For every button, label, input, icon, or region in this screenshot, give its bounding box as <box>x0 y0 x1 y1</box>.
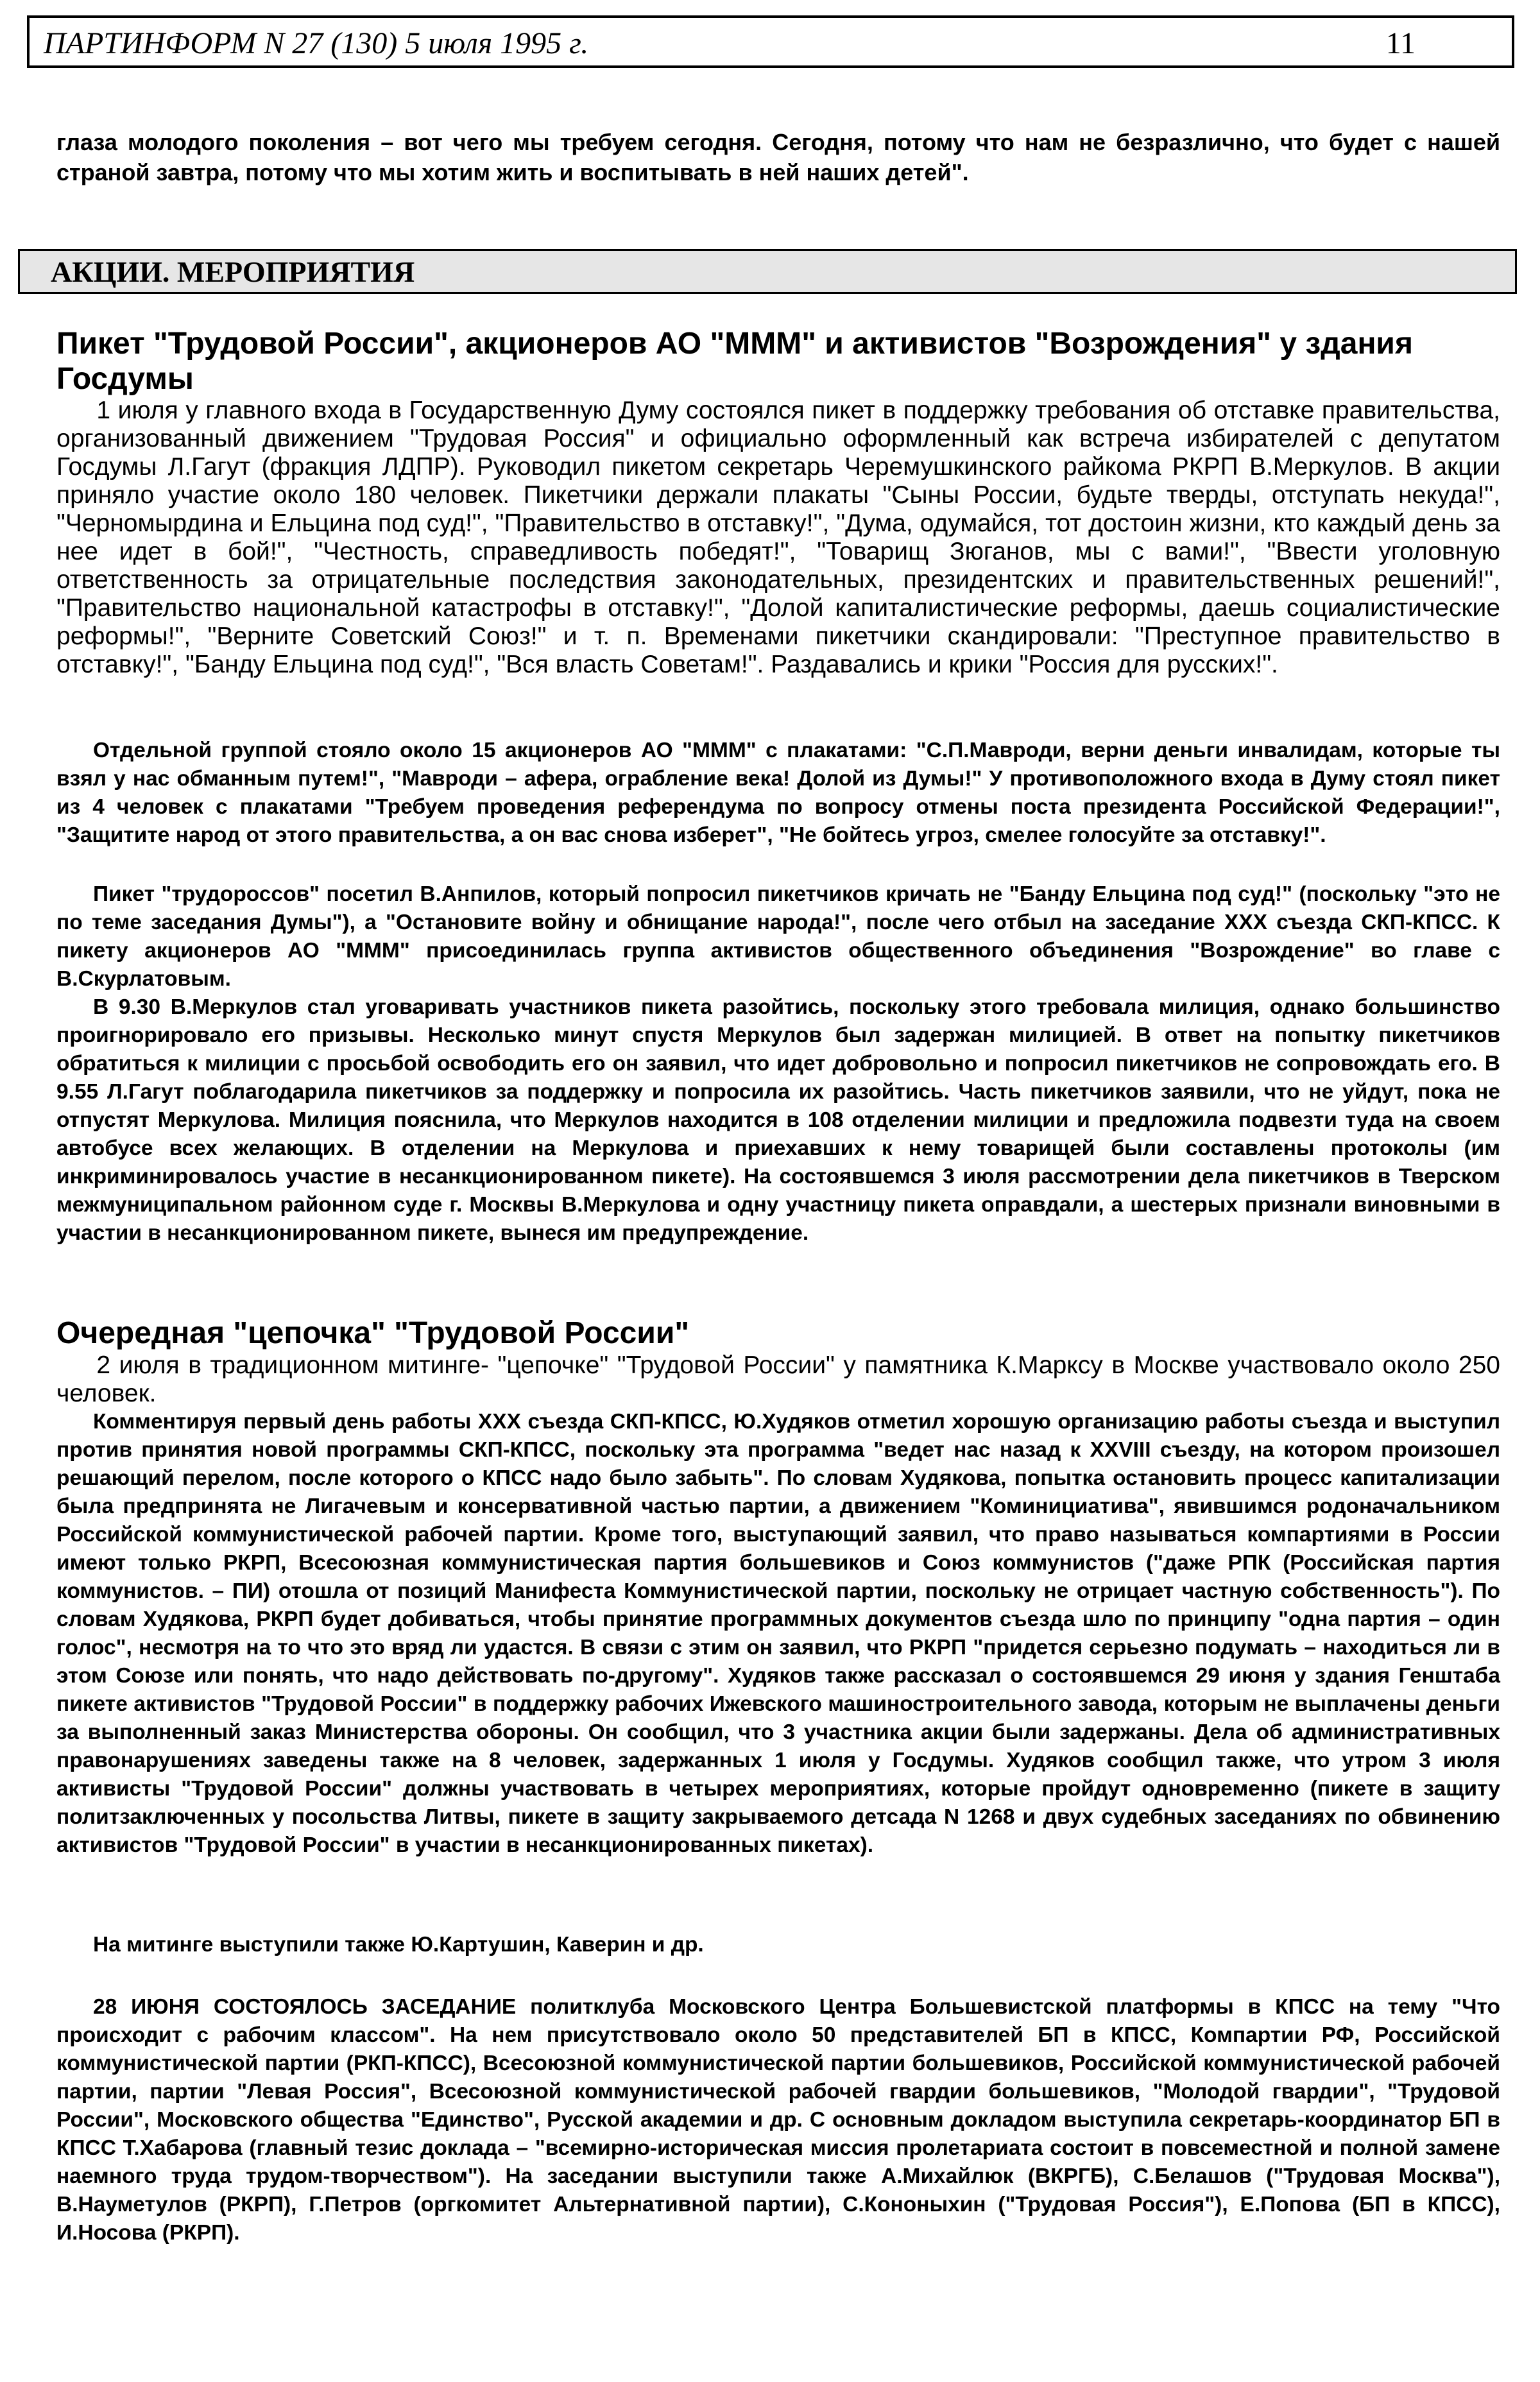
news-brief <box>56 1993 1500 2247</box>
publication-title: ПАРТИНФОРМ N 27 (130) 5 июля 1995 г. <box>44 26 589 60</box>
brief-text: политклуба Московского Центра Большевистской платформы в КПСС на тему "Что происходит с рабочим классом". На нем присутствовало около 50 представителей БП в КПСС, Компартии РФ, Российской коммунистической партии (РКП-КПСС), Всесоюзной коммунистической партии большевиков, Российской коммунистической рабочей партии, партии "Левая Россия", Всесоюзной коммунистической рабочей гвардии большевиков, "Молодой гвардии", "Трудовой России", Московского общества "Единство", Русской академии и др. С основным докладом выступила секретарь-координатор БП в КПСС Т.Хабарова (главный тезис доклада – "всемирно-историческая миссия пролетариата состоит в повсеместной и полной замене наемного труда трудом-творчеством"). На заседании выступили также А.Михайлюк (ВКРГБ), С.Белашов ("Трудовая Москва"), В.Науметулов (РКРП), Г.Петров (оргкомитет Альтернативной партии), С.Кононыхин ("Трудовая Россия"), Е.Попова (БП в КПСС), И.Носова (РКРП). <box>56 1995 1500 2245</box>
brief-lead: 28 ИЮНЯ СОСТОЯЛОСЬ ЗАСЕДАНИЕ <box>92 1995 517 2019</box>
article-paragraph: Комментируя первый день работы XXX съезда СКП-КПСС, Ю.Худяков отметил хорошую организацию работы съезда и выступил против принятия новой программы СКП-КПСС, поскольку эта программа "ведет нас назад к XXVIII съезду, на котором произошел решающий перелом, после которого о КПСС надо было забыть". По словам Худякова, попытка остановить процесс капитализации была предпринята не Лигачевым и консервативной частью партии, а движением "Коминициатива", явившимся родоначальником Российской коммунистической рабочей партии. Кроме того, выступающий заявил, что право называться компартиями в России имеют только РКРП, Всесоюзная коммунистическая партия большевиков и Союз коммунистов ("даже РПК (Российская партия коммунистов. – ПИ) отошла от позиций Манифеста Коммунистической партии, поскольку не отрицает частную собственность"). По словам Худякова, РКРП будет добиваться, чтобы принятие программных документов съезда шло по принципу "одна партия – один голос", несмотря на то что это вряд ли удастся. В связи с этим он заявил, что РКРП "придется серьезно подумать – находиться ли в этом Союзе или понять, что надо действовать по-другому". Худяков также рассказал о состоявшемся 29 июня у здания Генштаба пикете активистов "Трудовой России" в поддержку рабочих Ижевского машиностроительного завода, которым не выплачены деньги за выполненный заказ Министерства обороны. Он сообщил, что 3 участника акции были задержаны. Дела об административных правонарушениях заведены также на 8 человек, задержанных 1 июля у Госдумы. Худяков сообщил также, что утром 3 июля активисты "Трудовой России" должны участвовать в четырех мероприятиях, которые пройдут одновременно (пикете в защиту политзаключенных у посольства Литвы, пикете в защиту закрываемого детсада N 1268 и двух судебных заседаниях по обвинению активистов "Трудовой России" в участии в несанкционированных пикетах). <box>56 1410 1500 1857</box>
section-header <box>18 249 1517 294</box>
article-paragraph: Отдельной группой стояло около 15 акционеров АО "МММ" с плакатами: "С.П.Мавроди, верни деньги инвалидам, которые ты взял у нас обманным путем!", "Мавроди – афера, ограбление века! Долой из Думы!" У противоположного входа в Думу стоял пикет из 4 человек с плакатами "Требуем проведения референдума по вопросу отмены поста президента Российской Федерации!", "Защитите народ от этого правительства, а он вас снова изберет", "Не бойтесь угроз, смелее голосуйте за отставку!". <box>56 739 1500 847</box>
article-paragraph: На митинге выступили также Ю.Картушин, Каверин и др. <box>92 1933 704 1957</box>
article-paragraph: Пикет "трудороссов" посетил В.Анпилов, который попросил пикетчиков кричать не "Банду Ельцина под суд!" (поскольку "это не по теме заседания Думы"), а "Остановите войну и обнищание народа!", после чего отбыл на заседание XXX съезда СКП-КПСС. К пикету акционеров АО "МММ" присоединилась группа активистов общественного объединения "Возрождение" во главе с В.Скурлатовым. <box>56 882 1500 991</box>
article-paragraph: 2 июля в традиционном митинге- "цепочке" "Трудовой России" у памятника К.Марксу в Москве участвовало около 250 человек. <box>56 1351 1500 1407</box>
intro-paragraph: глаза молодого поколения – вот чего мы требуем сегодня. Сегодня, потому что нам не безразлично, что будет с нашей страной завтра, потому что мы хотим жить и воспитывать в ней наших детей". <box>56 129 1500 185</box>
section-title: АКЦИИ. МЕРОПРИЯТИЯ <box>51 255 415 288</box>
page-header <box>27 15 1514 68</box>
article-headline: Пикет "Трудовой России", акционеров АО "МММ" и активистов "Возрождения" у здания Госдумы <box>56 327 1413 396</box>
article-paragraph: 1 июля у главного входа в Государственную Думу состоялся пикет в поддержку требования об отставке правительства, организованный движением "Трудовая Россия" и официально оформленный как встреча избирателей с депутатом Госдумы Л.Гагут (фракция ЛДПР). Руководил пикетом секретарь Черемушкинского райкома РКРП В.Меркулов. В акции приняло участие около 180 человек. Пикетчики держали плакаты "Сыны России, будьте тверды, отступать некуда!", "Черномырдина и Ельцина под суд!", "Правительство в отставку!", "Дума, одумайся, тот достоин жизни, кто каждый день за нее идет в бой!", "Честность, справедливость победят!", "Товарищ Зюганов, мы с вами!", "Ввести уголовную ответственность за отрицательные последствия законодательных, президентских и правительственных решений!", "Правительство национальной катастрофы в отставку!", "Долой капиталистические реформы, даешь социалистические реформы!", "Верните Советский Союз!" и т. п. Временами пикетчики скандировали: "Преступное правительство в отставку!", "Банду Ельцина под суд!", "Вся власть Советам!". Раздавались и крики "Россия для русских!". <box>56 397 1500 678</box>
article-headline: Очередная "цепочка" "Трудовой России" <box>56 1316 690 1350</box>
page-number: 11 <box>1385 26 1416 60</box>
article-paragraph: В 9.30 В.Меркулов стал уговаривать участников пикета разойтись, поскольку этого требовала милиция, однако большинство проигнорировало его призывы. Несколько минут спустя Меркулов был задержан милицией. В ответ на попытку пикетчиков обратиться к милиции с просьбой освободить его он заявил, что идет добровольно и попросил пикетчиков не сопровождать его. В 9.55 Л.Гагут поблагодарила пикетчиков за поддержку и попросила их разойтись. Часть пикетчиков заявили, что не уйдут, пока не отпустят Меркулова. Милиция пояснила, что Меркулов находится в 108 отделении милиции и предложила подвезти туда на своем автобусе всех желающих. В отделении на Меркулова и приехавших к нему товарищей были составлены протоколы (им инкриминировалось участие в несанкционированном пикете). На состоявшемся 3 июля рассмотрении дела пикетчиков в Тверском межмуниципальном районном суде г. Москвы В.Меркулова и одну участницу пикета оправдали, а шестерых признали виновными в участии в несанкционированном пикете, вынеся им предупреждение. <box>56 995 1500 1245</box>
